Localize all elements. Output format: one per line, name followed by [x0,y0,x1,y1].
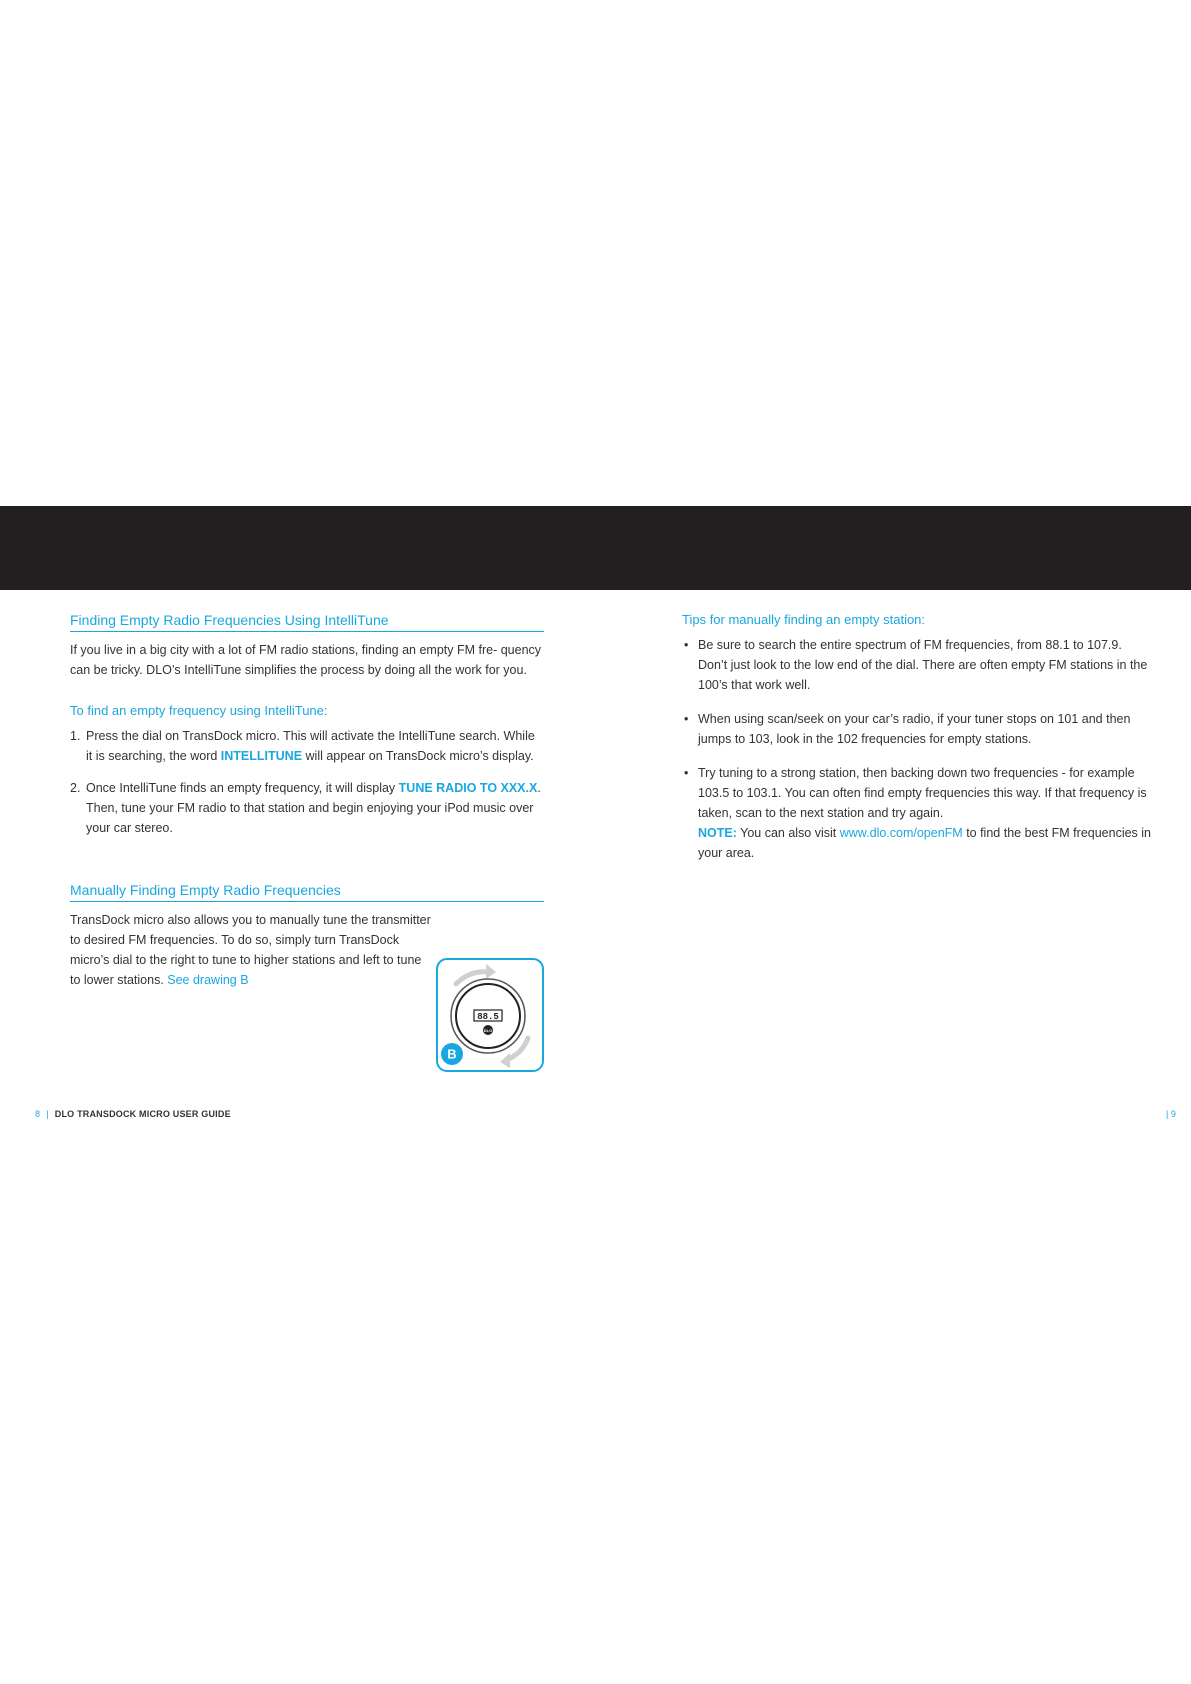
footer-separator: | [46,1109,49,1119]
openfm-link[interactable]: www.dlo.com/openFM [839,826,963,840]
step-text: Once IntelliTune finds an empty frequency, it will display [86,781,399,795]
tip-text: When using scan/seek on your car’s radio, if your tuner stops on 101 and then jumps to 103, look in the 102 frequencies for empty stations. [698,712,1131,746]
step-text: . Then, tune your FM radio to that station and begin enjoying your iPod music over your car stereo. [86,781,541,835]
tip-item [682,635,1152,695]
header-band [0,506,1191,590]
intellitune-intro: If you live in a big city with a lot of FM radio stations, finding an empty FM fre- quency can be tricky. DLO’s IntelliTune simplifies the process by doing all the work for you. [70,643,542,677]
step-number: 2. [70,781,81,795]
note-text: You can also visit [736,826,840,840]
bullet-icon: • [684,766,689,780]
step-item [70,726,544,766]
step-item [70,778,544,838]
manual-body [70,910,432,990]
right-column [682,612,1152,877]
manual-text: TransDock micro also allows you to manually tune the transmitter to desired FM frequencies. To do so, simply turn TransDock micro’s dial to the right to tune to higher stations and left to tune to lower stations. [70,913,431,987]
tips-heading: Tips for manually finding an empty station: [682,612,926,627]
page-number-right: | 9 [1166,1109,1176,1119]
left-column [70,612,544,990]
dlo-logo-text: DLO [483,1028,493,1033]
display-frequency: 88.5 [477,1012,499,1022]
intellitune-steps [70,726,544,838]
step-number: 1. [70,729,81,743]
note-text: to find the best FM frequencies in your area. [698,826,1152,860]
tip-text: Try tuning to a strong station, then backing down two frequencies - for example 103.5 to 103.1. You can often find empty frequencies this way. If that frequency is taken, scan to the next station and try again. [698,766,1147,820]
step-text: Press the dial on TransDock micro. This will activate the IntelliTune search. While it is searching, the word [86,729,535,763]
tip-item [682,709,1152,749]
drawing-label: B [447,1046,457,1062]
footer-left [35,1109,231,1119]
note-label: NOTE: [698,826,737,840]
section-heading-manual: Manually Finding Empty Radio Frequencies [70,882,544,902]
bullet-icon: • [684,712,689,726]
step-highlight: TUNE RADIO TO XXX.X [398,781,538,795]
intellitune-subheading: To find an empty frequency using IntelliTune: [70,703,328,718]
section-heading-intellitune: Finding Empty Radio Frequencies Using IntelliTune [70,612,544,632]
see-drawing-link[interactable]: See drawing B [167,973,249,987]
page-number-left: 8 [35,1109,41,1119]
tip-text: Be sure to search the entire spectrum of FM frequencies, from 88.1 to 107.9. Don’t just look to the low end of the dial. There are often empty FM stations in the 100’s that work well. [698,638,1148,692]
step-text: will appear on TransDock micro’s display. [302,749,534,763]
tips-list [682,635,1152,863]
footer-guide-title: DLO TRANSDOCK MICRO USER GUIDE [54,1109,231,1119]
step-highlight: INTELLITUNE [220,749,303,763]
tip-item [682,763,1152,863]
bullet-icon: • [684,638,689,652]
drawing-b-illustration [436,958,544,1072]
